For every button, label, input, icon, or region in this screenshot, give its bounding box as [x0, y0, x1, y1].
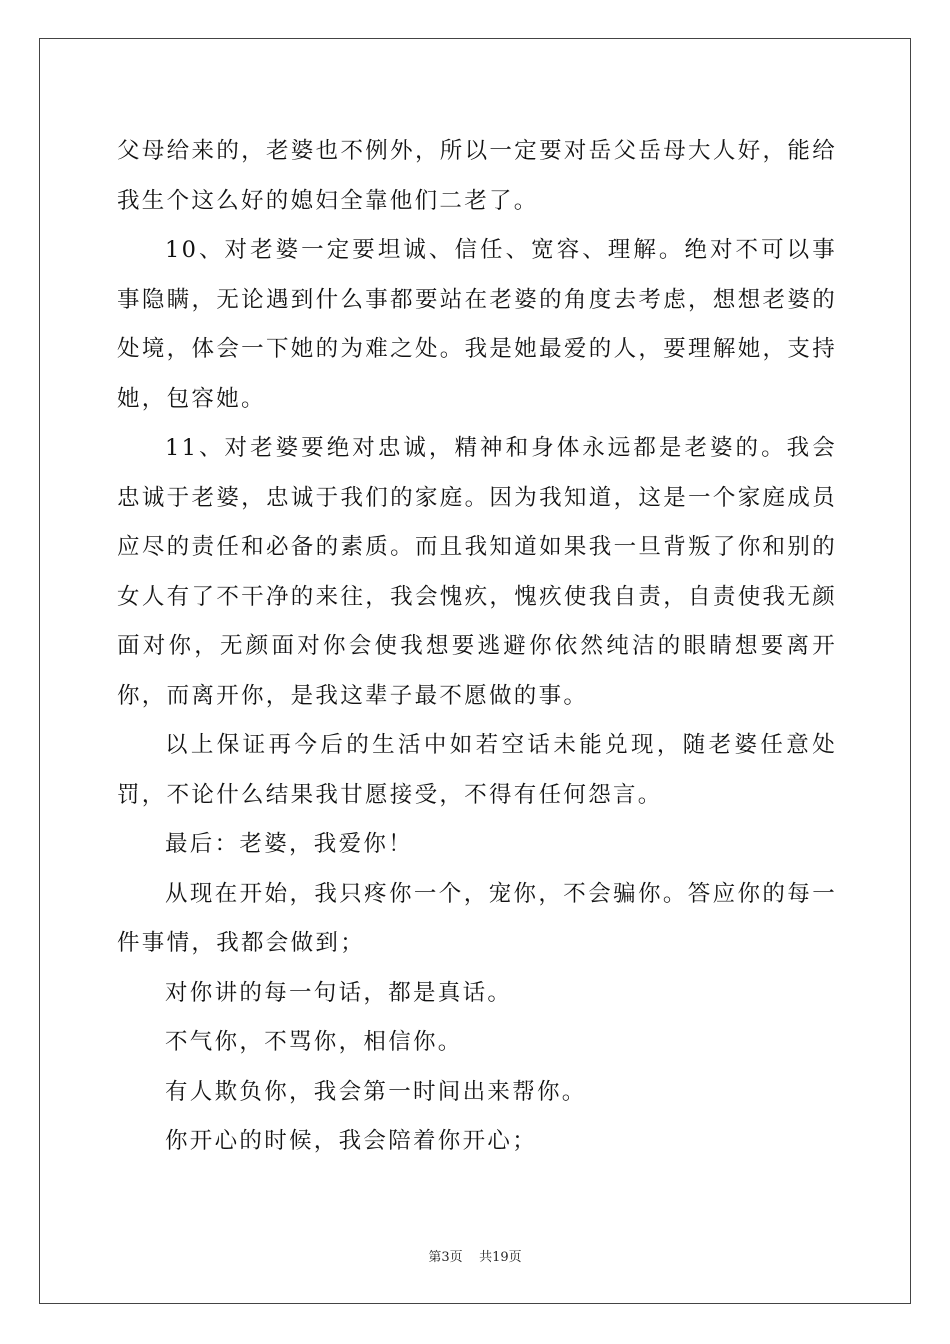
paragraph-4: 以上保证再今后的生活中如若空话未能兑现，随老婆任意处罚，不论什么结果我甘愿接受，不得有任何怨言。 — [117, 732, 837, 808]
paragraph-3: 11、对老婆要绝对忠诚，精神和身体永远都是老婆的。我会忠诚于老婆，忠诚于我们的家庭。因为我知道，这是一个家庭成员应尽的责任和必备的素质。而且我知道如果我一旦背叛了你和别的女人有了不干净的来往，我会愧疚，愧疚使我自责，自责使我无颜面对你，无颜面对你会使我想要逃避你依然纯洁的眼睛想要离开你，而离开你，是我这辈子最不愿做的事。 — [117, 435, 837, 709]
document-body — [117, 127, 837, 1167]
paragraph-5: 最后：老婆，我爱你！ — [165, 831, 414, 857]
paragraph-9: 有人欺负你，我会第一时间出来帮你。 — [165, 1078, 587, 1105]
paragraph-6: 从现在开始，我只疼你一个，宠你，不会骗你。答应你的每一件事情，我都会做到； — [117, 880, 837, 956]
paragraph-10: 你开心的时候，我会陪着你开心； — [165, 1128, 538, 1154]
paragraph-2: 10、对老婆一定要坦诚、信任、宽容、理解。绝对不可以事事隐瞒，无论遇到什么事都要站在老婆的角度去考虑，想想老婆的处境，体会一下她的为难之处。我是她最爱的人，要理解她，支持她，包容她。 — [117, 237, 837, 412]
paragraph-1: 父母给来的，老婆也不例外，所以一定要对岳父岳母大人好，能给我生个这么好的媳妇全靠他们二老了。 — [117, 138, 837, 214]
paragraph-7: 对你讲的每一句话，都是真话。 — [165, 979, 513, 1006]
page-number-footer: 第3页 共19页 — [428, 1250, 522, 1265]
paragraph-8: 不气你，不骂你，相信你。 — [165, 1029, 463, 1055]
